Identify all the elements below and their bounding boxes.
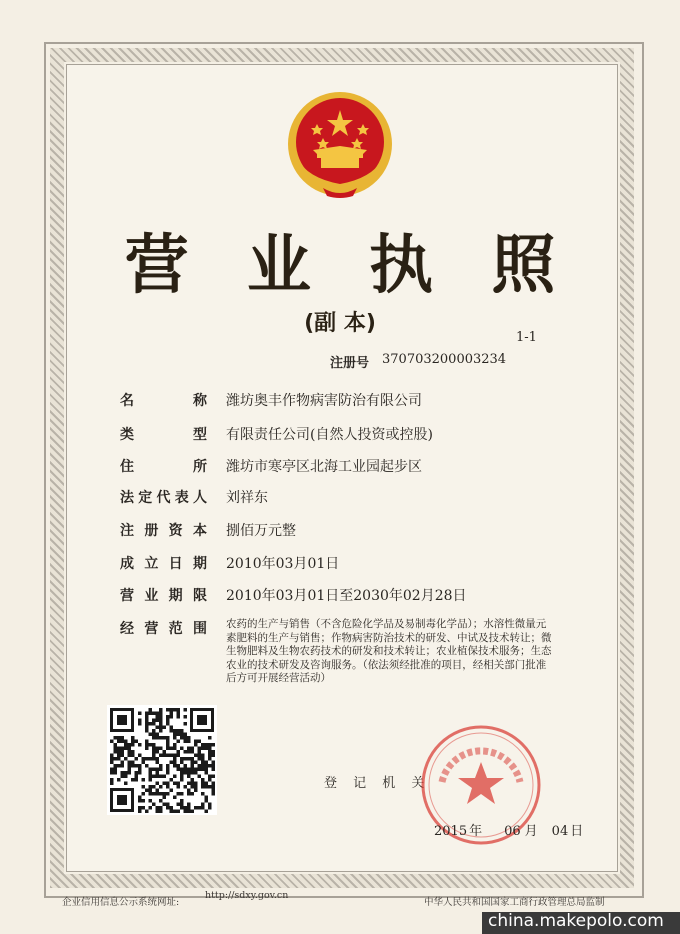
field-value: 刘祥东 bbox=[226, 490, 268, 506]
field-value: 2010年03月01日 bbox=[226, 556, 340, 572]
field-value: 有限责任公司(自然人投资或控股) bbox=[226, 427, 433, 443]
national-emblem-icon bbox=[283, 88, 397, 200]
registration-number: 370703200003234 bbox=[382, 352, 507, 367]
field-row-name bbox=[120, 390, 590, 410]
field-value: 2010年03月01日至2030年02月28日 bbox=[226, 588, 467, 604]
field-label: 法定代表人 bbox=[120, 490, 208, 506]
footer-website-label: 企业信用信息公示系统网址: bbox=[62, 897, 180, 908]
document-title: 营 业 执 照 bbox=[124, 229, 574, 303]
field-row-term bbox=[120, 585, 590, 605]
field-row-founded bbox=[120, 553, 590, 573]
field-value: 潍坊奥丰作物病害防治有限公司 bbox=[226, 393, 422, 409]
footer-issuer: 中华人民共和国国家工商行政管理总局监制 bbox=[424, 897, 605, 908]
field-value: 捌佰万元整 bbox=[226, 523, 296, 539]
field-row-address bbox=[120, 456, 590, 476]
field-label: 经营范围 bbox=[120, 621, 208, 637]
registrar-label: 登 记 机 关 bbox=[324, 776, 431, 791]
qr-code-icon bbox=[107, 705, 217, 815]
field-label: 住 所 bbox=[120, 459, 208, 475]
field-label: 成立日期 bbox=[120, 556, 208, 572]
field-row-legal-rep bbox=[120, 487, 590, 507]
issue-year-unit: 年 bbox=[469, 824, 483, 839]
page-index: 1-1 bbox=[516, 330, 537, 345]
issue-day: 04 bbox=[551, 824, 569, 839]
document-subtitle: (副 本) bbox=[304, 311, 376, 336]
field-label: 注册资本 bbox=[120, 523, 208, 539]
registration-label: 注册号 bbox=[330, 356, 370, 371]
issue-date bbox=[434, 820, 583, 839]
issue-day-unit: 日 bbox=[570, 824, 584, 839]
issue-month-unit: 月 bbox=[524, 824, 538, 839]
field-row-type bbox=[120, 424, 590, 444]
field-label: 类 型 bbox=[120, 427, 208, 443]
business-scope-text: 农药的生产与销售（不含危险化学品及易制毒化学品）；水溶性微量元素肥料的生产与销售；作物病害防治技术的研发、中试及技术转让；微生物肥料及生物农药技术的研发和技术转让；农业植保技术服务；生态农业的技术研发及咨询服务。（依法须经批准的项目，经相关部门批准后方可开展经营活动） bbox=[226, 618, 552, 684]
issue-year: 2015 bbox=[434, 824, 468, 839]
issue-month: 06 bbox=[504, 824, 521, 839]
field-row-capital bbox=[120, 520, 590, 540]
field-label: 营业期限 bbox=[120, 588, 208, 604]
field-label: 名 称 bbox=[120, 393, 208, 409]
watermark-text: china.makepolo.com bbox=[488, 911, 664, 931]
field-value: 潍坊市寒亭区北海工业园起步区 bbox=[226, 459, 422, 475]
footer-url: http://sdxy.gov.cn bbox=[205, 890, 289, 901]
